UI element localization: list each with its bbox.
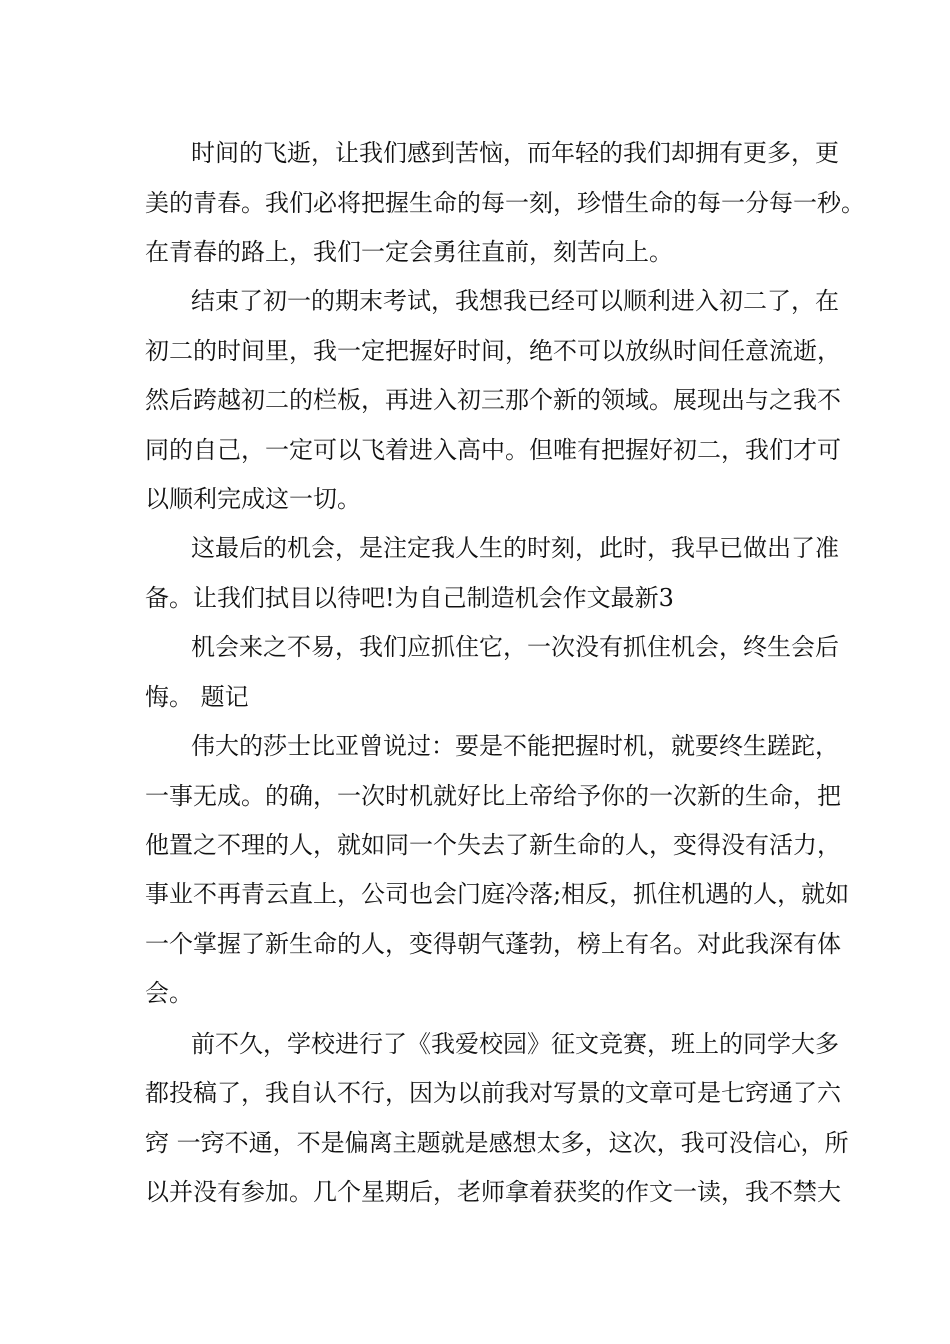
text-line: 窍 一窍不通，不是偏离主题就是感想太多，这次，我可没信心，所 [145,1129,849,1157]
text-line: 美的青春。我们必将把握生命的每一刻，珍惜生命的每一分每一秒。 [145,189,865,217]
text-line: 同的自己，一定可以飞着进入高中。但唯有把握好初二，我们才可 [145,436,841,464]
text-line: 初二的时间里，我一定把握好时间，绝不可以放纵时间任意流逝， [145,337,841,365]
text-line: 会。 [145,979,193,1007]
text-line: 机会来之不易，我们应抓住它，一次没有抓住机会，终生会后 [191,633,839,661]
text-line: 伟大的莎士比亚曾说过：要是不能把握时机，就要终生蹉跎， [191,732,839,760]
text-line: 这最后的机会，是注定我人生的时刻，此时，我早已做出了准 [191,534,839,562]
text-line: 以顺利完成这一切。 [145,485,361,513]
text-line: 然后跨越初二的栏板，再进入初三那个新的领域。展现出与之我不 [145,386,841,414]
text-line: 时间的飞逝，让我们感到苦恼，而年轻的我们却拥有更多，更 [191,139,839,167]
text-line: 事业不再青云直上，公司也会门庭冷落;相反，抓住机遇的人，就如 [145,880,850,908]
text-line: 悔。 题记 [145,683,249,711]
text-line: 结束了初一的期末考试，我想我已经可以顺利进入初二了，在 [191,287,839,315]
text-line: 备。让我们拭目以待吧!为自己制造机会作文最新3 [145,584,674,612]
text-line: 一个掌握了新生命的人，变得朝气蓬勃，榜上有名。对此我深有体 [145,930,841,958]
text-line: 一事无成。的确，一次时机就好比上帝给予你的一次新的生命，把 [145,782,841,810]
text-line: 前不久，学校进行了《我爱校园》征文竞赛，班上的同学大多 [191,1030,839,1058]
text-line: 他置之不理的人，就如同一个失去了新生命的人，变得没有活力， [145,831,841,859]
text-line: 都投稿了，我自认不行，因为以前我对写景的文章可是七窍通了六 [145,1079,841,1107]
text-line: 以并没有参加。几个星期后，老师拿着获奖的作文一读，我不禁大 [145,1178,841,1206]
text-line: 在青春的路上，我们一定会勇往直前，刻苦向上。 [145,238,673,266]
